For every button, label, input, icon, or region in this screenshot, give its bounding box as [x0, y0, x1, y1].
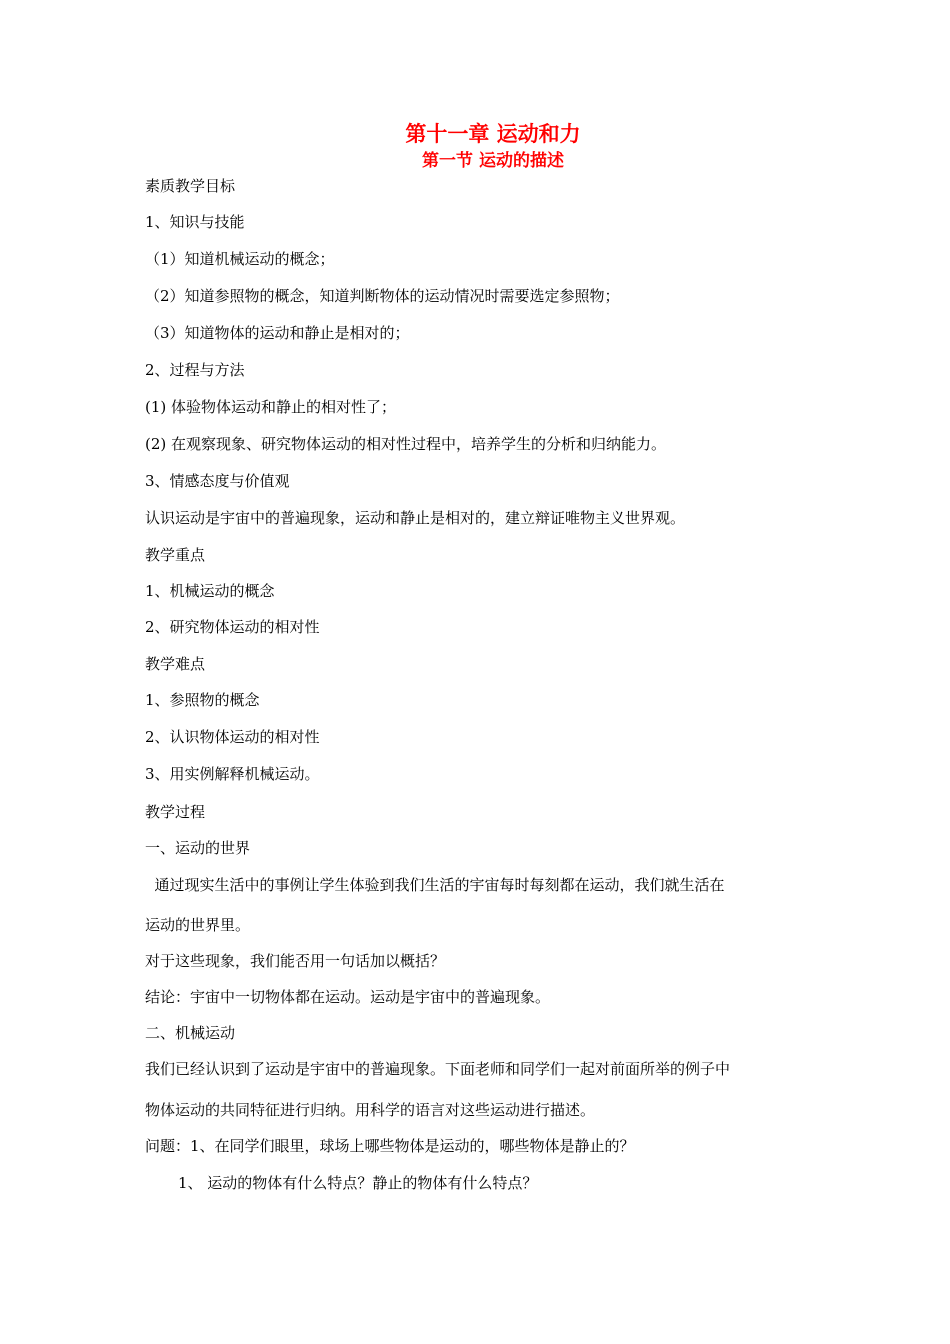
- section-1-paragraph-line-1: 通过现实生活中的事例让学生体验到我们生活的宇宙每时每刻都在运动，我们就生活在: [145, 876, 725, 894]
- section-2-sub-question: 1、 运动的物体有什么特点？静止的物体有什么特点？: [178, 1174, 538, 1192]
- objective-1-heading: 1、知识与技能: [145, 213, 245, 231]
- section-1-conclusion: 结论：宇宙中一切物体都在运动。运动是宇宙中的普遍现象。: [145, 988, 551, 1006]
- objective-2-item-1: (1) 体验物体运动和静止的相对性了；: [145, 398, 397, 416]
- difficulty-3: 3、用实例解释机械运动。: [145, 765, 320, 783]
- section-2-heading: 二、机械运动: [145, 1024, 236, 1042]
- section-1-question: 对于这些现象，我们能否用一句话加以概括？: [145, 952, 446, 970]
- section-1-heading: 一、运动的世界: [145, 839, 251, 857]
- section-2-question: 问题：1、在同学们眼里，球场上哪些物体是运动的，哪些物体是静止的？: [145, 1137, 635, 1155]
- section-2-paragraph-line-2: 物体运动的共同特征进行归纳。用科学的语言对这些运动进行描述。: [145, 1101, 596, 1119]
- objective-3-text: 认识运动是宇宙中的普遍现象，运动和静止是相对的，建立辩证唯物主义世界观。: [145, 509, 686, 527]
- objective-2-item-2: (2) 在观察现象、研究物体运动的相对性过程中，培养学生的分析和归纳能力。: [145, 435, 667, 453]
- heading-process: 教学过程: [145, 803, 206, 821]
- heading-objectives: 素质教学目标: [145, 177, 236, 195]
- key-point-1: 1、机械运动的概念: [145, 582, 275, 600]
- section-2-paragraph-line-1: 我们已经认识到了运动是宇宙中的普遍现象。下面老师和同学们一起对前面所举的例子中: [145, 1060, 731, 1078]
- heading-difficulties: 教学难点: [145, 655, 206, 673]
- key-point-2: 2、研究物体运动的相对性: [145, 618, 320, 636]
- heading-key-points: 教学重点: [145, 546, 206, 564]
- objective-1-item-3: （3）知道物体的运动和静止是相对的；: [145, 324, 410, 342]
- difficulty-1: 1、参照物的概念: [145, 691, 260, 709]
- difficulty-2: 2、认识物体运动的相对性: [145, 728, 320, 746]
- objective-1-item-2: （2）知道参照物的概念，知道判断物体的运动情况时需要选定参照物；: [145, 287, 620, 305]
- section-1-paragraph-line-2: 运动的世界里。: [145, 916, 251, 934]
- objective-2-heading: 2、过程与方法: [145, 361, 245, 379]
- objective-1-item-1: （1）知道机械运动的概念；: [145, 250, 335, 268]
- section-title: 第一节 运动的描述: [422, 151, 564, 171]
- chapter-title: 第十一章 运动和力: [405, 121, 581, 146]
- objective-3-heading: 3、情感态度与价值观: [145, 472, 290, 490]
